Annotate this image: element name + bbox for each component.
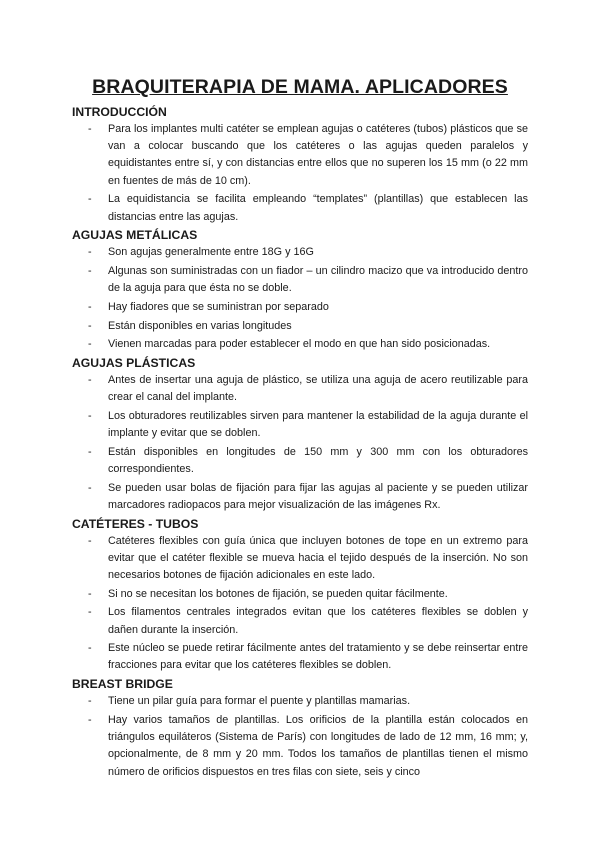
section-introduccion — [72, 104, 528, 226]
list-item: - Tiene un pilar guía para formar el puente y plantillas mamarias. — [72, 693, 528, 710]
section-heading: BREAST BRIDGE — [72, 677, 173, 692]
list-item: - Están disponibles en longitudes de 150 mm y 300 mm con los obturadores correspondientes. — [72, 444, 528, 478]
list-item: - Para los implantes multi catéter se emplean agujas o catéteres (tubos) plásticos que se van a colocar buscando que los catéteres o las agujas queden paralelos y equidistantes entre sí, y con distancias entre ellos que no superen los 15 mm (o 22 mm en fuentes de más de 10 cm). — [72, 121, 528, 190]
list-item: - Los filamentos centrales integrados evitan que los catéteres flexibles se doblen y dañen durante la inserción. — [72, 604, 528, 638]
section-breast-bridge — [72, 676, 528, 781]
list-item: - Hay varios tamaños de plantillas. Los orificios de la plantilla están colocados en triángulos equiláteros (Sistema de París) con longitudes de lado de 12 mm, 16 mm; y, opcionalmente, de 8 mm y 20 mm. Todos los tamaños de plantillas tienen el mismo número de orificios dispuestos en tres filas con siete, seis y cinco — [72, 712, 528, 781]
bullet-list — [72, 533, 528, 675]
section-heading: INTRODUCCIÓN — [72, 105, 167, 119]
list-item: - Vienen marcadas para poder establecer el modo en que han sido posicionadas. — [72, 336, 528, 353]
bullet-list — [72, 244, 528, 353]
list-item: - La equidistancia se facilita empleando “templates” (plantillas) que establecen las distancias entre las agujas. — [72, 191, 528, 225]
section-heading: AGUJAS METÁLICAS — [72, 228, 198, 243]
section-agujas-metalicas — [72, 227, 528, 353]
list-item: - Los obturadores reutilizables sirven para mantener la estabilidad de la aguja durante el implante y evitar que se doblen. — [72, 408, 528, 442]
list-item: - Están disponibles en varias longitudes — [72, 318, 528, 335]
list-item: - Hay fiadores que se suministran por separado — [72, 299, 528, 316]
section-heading: CATÉTERES - TUBOS — [72, 516, 199, 531]
list-item: - Catéteres flexibles con guía única que incluyen botones de tope en un extremo para evitar que el catéter flexible se mueva hacia el tejido después de la inserción. No son necesarios botones de fijación adicionales en este lado. — [72, 533, 528, 585]
bullet-list — [72, 372, 528, 514]
section-cateteres-tubos — [72, 516, 528, 675]
list-item: - Son agujas generalmente entre 18G y 16G — [72, 244, 528, 261]
document-title: BRAQUITERAPIA DE MAMA. APLICADORES — [92, 76, 508, 98]
list-item: - Algunas son suministradas con un fiador – un cilindro macizo que va introducido dentro de la aguja para que ésta no se doble. — [72, 263, 528, 297]
list-item: - Se pueden usar bolas de fijación para fijar las agujas al paciente y se pueden utilizar marcadores radiopacos para mejor visualización de las imágenes Rx. — [72, 480, 528, 514]
list-item: - Si no se necesitan los botones de fijación, se pueden quitar fácilmente. — [72, 586, 528, 603]
bullet-list — [72, 693, 528, 781]
list-item: - Antes de insertar una aguja de plástico, se utiliza una aguja de acero reutilizable para crear el canal del implante. — [72, 372, 528, 406]
bullet-list — [72, 121, 528, 226]
section-heading: AGUJAS PLÁSTICAS — [72, 355, 196, 370]
section-agujas-plasticas — [72, 355, 528, 514]
list-item: - Este núcleo se puede retirar fácilmente antes del tratamiento y se debe reinsertar entre fracciones para evitar que los catéteres flexibles se doblen. — [72, 640, 528, 674]
